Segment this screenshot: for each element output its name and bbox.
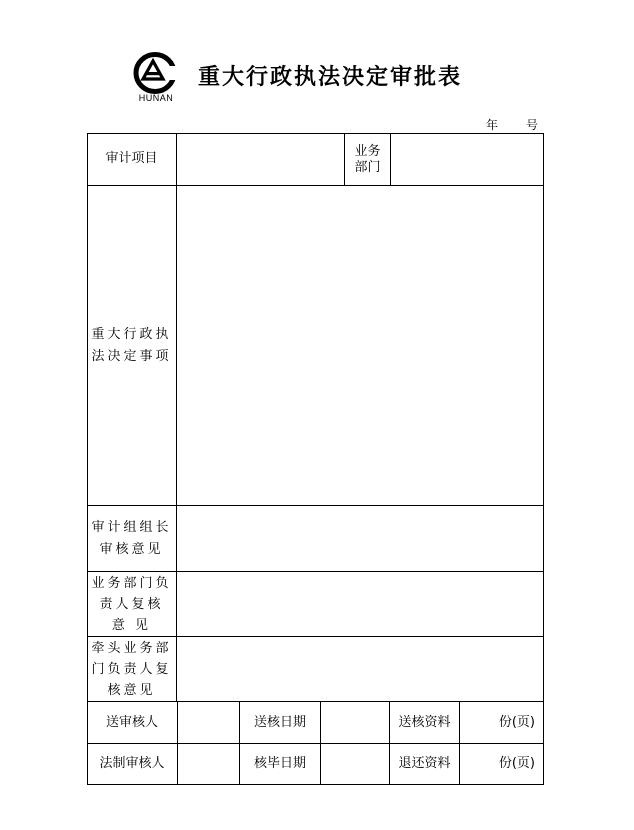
reviewer-submit-label: 送审核人 xyxy=(105,714,158,730)
decision-matter-field[interactable] xyxy=(177,186,543,505)
business-dept-label: 业务 部门 xyxy=(354,143,381,175)
approval-form-table xyxy=(87,133,544,785)
legal-reviewer-field[interactable] xyxy=(178,744,239,784)
team-leader-opinion-field[interactable] xyxy=(177,506,543,571)
business-dept-field[interactable] xyxy=(391,134,543,185)
lead-dept-head-opinion-label: 牵头业务部 门负责人复 核意见 xyxy=(91,640,172,698)
reviewer-submit-field[interactable] xyxy=(178,702,239,743)
year-label: 年 xyxy=(486,118,499,132)
lead-dept-head-opinion-field[interactable] xyxy=(177,637,543,701)
review-done-date-label: 核毕日期 xyxy=(253,756,306,771)
return-materials-copies-field[interactable]: 份(页) xyxy=(498,756,535,771)
logo-emblem-icon xyxy=(132,52,178,94)
page-title: 重大行政执法决定审批表 xyxy=(198,65,463,90)
dept-head-opinion-field[interactable] xyxy=(177,572,543,636)
table-border-right xyxy=(543,133,544,785)
send-materials-label: 送核资料 xyxy=(398,714,451,730)
table-border-bottom xyxy=(87,784,544,785)
legal-reviewer-label: 法制审核人 xyxy=(99,756,165,771)
review-send-date-label: 送核日期 xyxy=(253,714,306,730)
return-materials-label: 退还资料 xyxy=(398,756,451,771)
logo-text: HUNAN xyxy=(138,93,174,103)
audit-project-label: 审计项目 xyxy=(105,151,158,166)
dept-head-opinion-label: 业务部门负 责人复核 意 见 xyxy=(91,575,172,633)
review-done-date-field[interactable] xyxy=(321,744,389,784)
number-label: 号 xyxy=(526,118,539,132)
audit-project-field[interactable] xyxy=(177,134,344,185)
review-send-date-field[interactable] xyxy=(321,702,389,743)
team-leader-opinion-label: 审计组组长 审核意见 xyxy=(91,519,172,557)
send-materials-copies-field[interactable]: 份(页) xyxy=(498,714,535,730)
decision-matter-label: 重大行政执 法决定事项 xyxy=(91,326,172,364)
